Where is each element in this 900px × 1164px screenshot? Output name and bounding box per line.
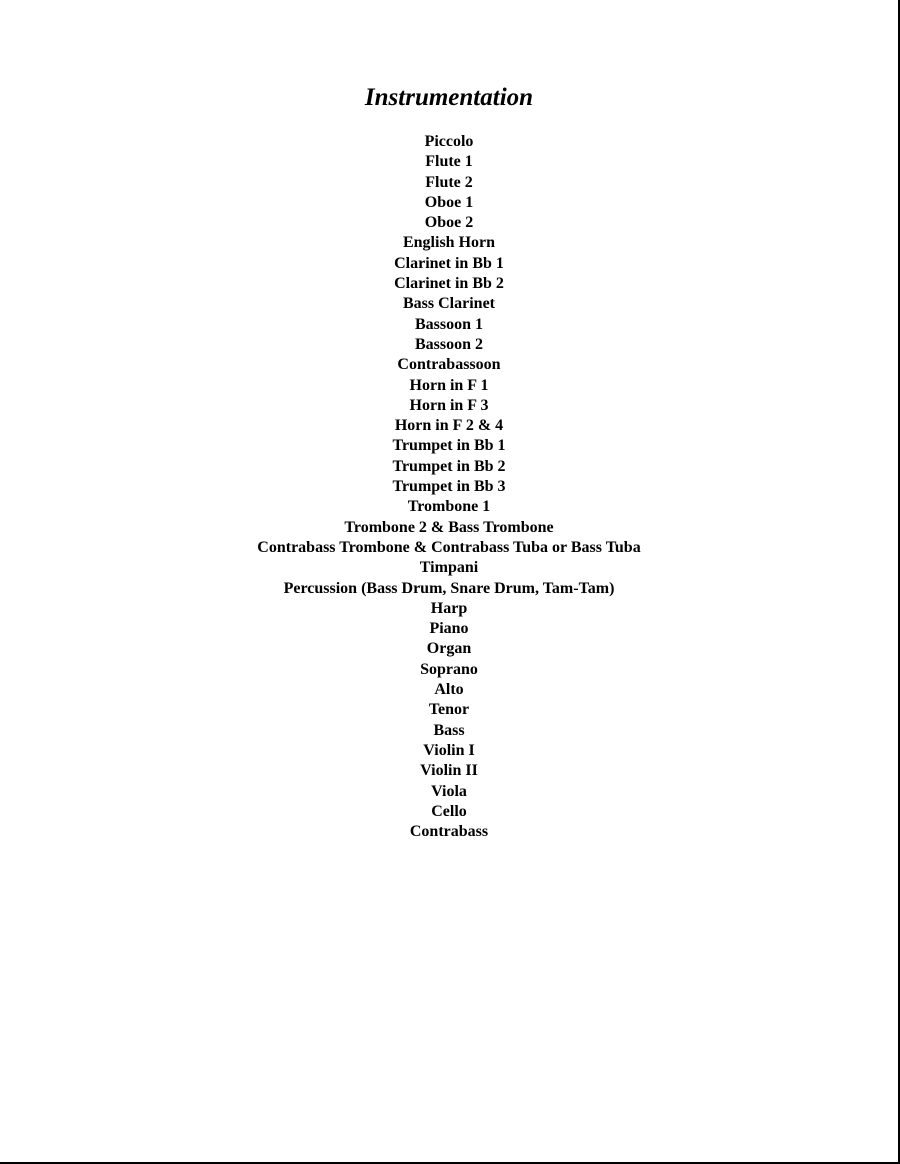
instrument-item: Organ xyxy=(426,640,472,658)
instrument-item: Tenor xyxy=(428,701,470,719)
instrument-item: Contrabass xyxy=(409,823,489,841)
instrument-item: Horn in F 1 xyxy=(409,376,489,394)
instrument-item: Harp xyxy=(430,599,468,617)
instrument-item: Contrabass Trombone & Contrabass Tuba or Bass Tuba xyxy=(257,538,641,556)
instrument-item: Piccolo xyxy=(424,133,474,150)
instrument-item: Soprano xyxy=(420,660,478,678)
instrument-item: Clarinet in Bb 1 xyxy=(394,254,504,272)
instrument-item: Percussion (Bass Drum, Snare Drum, Tam-Tam) xyxy=(283,579,615,597)
instrument-item: Bass xyxy=(433,721,465,739)
instrument-item: Cello xyxy=(431,802,467,820)
instrument-item: Flute 1 xyxy=(425,153,473,171)
instrument-item: Bass Clarinet xyxy=(403,295,495,313)
instrument-item: Timpani xyxy=(419,559,479,577)
instrument-item: Clarinet in Bb 2 xyxy=(394,275,504,293)
instrument-item: Horn in F 3 xyxy=(409,396,489,414)
instrument-item: Bassoon 1 xyxy=(414,315,484,333)
instrument-item: Piano xyxy=(429,620,469,638)
instrument-item: Contrabassoon xyxy=(397,356,501,374)
instrument-item: English Horn xyxy=(402,234,496,252)
instrument-list xyxy=(0,132,898,842)
instrument-item: Bassoon 2 xyxy=(414,335,484,353)
instrument-item: Oboe 2 xyxy=(424,214,474,232)
page-title: Instrumentation xyxy=(364,84,534,111)
instrument-item: Trumpet in Bb 3 xyxy=(392,478,506,496)
instrument-item: Trumpet in Bb 2 xyxy=(392,457,506,475)
instrument-item: Trombone 2 & Bass Trombone xyxy=(344,518,554,536)
instrument-item: Oboe 1 xyxy=(424,193,474,211)
instrument-item: Horn in F 2 & 4 xyxy=(394,417,504,435)
instrument-item: Alto xyxy=(434,681,464,699)
instrument-item: Flute 2 xyxy=(425,173,473,191)
instrument-item: Violin I xyxy=(423,741,475,759)
instrument-item: Trumpet in Bb 1 xyxy=(392,437,506,455)
instrument-item: Trombone 1 xyxy=(407,498,491,516)
instrument-item: Viola xyxy=(431,782,467,800)
instrument-item: Violin II xyxy=(420,762,478,780)
